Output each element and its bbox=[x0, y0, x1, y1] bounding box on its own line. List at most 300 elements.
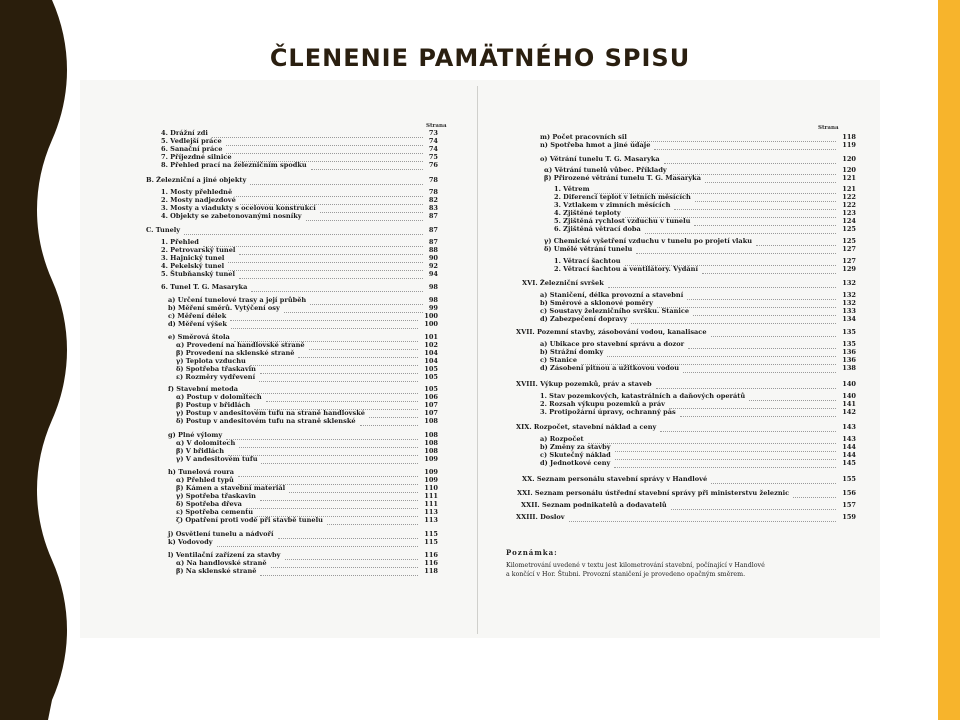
toc-entry bbox=[516, 328, 856, 336]
toc-entry bbox=[554, 193, 856, 201]
toc-entry-page: 120 bbox=[842, 155, 856, 163]
toc-entry-title: 6. Zjištěná větrací doba bbox=[554, 225, 641, 233]
toc-entry-title: XX. Seznam personálu stavební správy v Handlové bbox=[522, 475, 708, 483]
dot-leader bbox=[608, 279, 836, 288]
toc-entry-page: 78 bbox=[428, 176, 438, 184]
toc-entry-title: β) Na sklenské straně bbox=[176, 567, 257, 575]
toc-entry bbox=[554, 209, 856, 217]
dot-leader bbox=[569, 513, 836, 522]
toc-entry-page: 108 bbox=[424, 417, 438, 425]
toc-entry-page: 122 bbox=[842, 193, 856, 201]
toc-entry bbox=[540, 459, 856, 467]
toc-entry-page: 135 bbox=[842, 328, 856, 336]
toc-entry-page: 99 bbox=[428, 304, 438, 312]
toc-entry-title: δ) Postup v andesitovém tufu na straně sklenské bbox=[176, 417, 356, 425]
toc-entry-page: 87 bbox=[428, 212, 438, 220]
toc-entry bbox=[161, 246, 438, 254]
toc-entry-title: XVII. Pozemní stavby, zásobování vodou, kanalisace bbox=[516, 328, 707, 336]
toc-entry bbox=[540, 392, 856, 400]
toc-entry-page: 83 bbox=[428, 204, 438, 212]
toc-entry-page: 105 bbox=[424, 373, 438, 381]
toc-entry bbox=[540, 133, 856, 141]
toc-entry-title: l) Ventilační zařízení za stavby bbox=[168, 551, 281, 559]
toc-entry-title: β) V břidlách bbox=[176, 447, 224, 455]
toc-entry bbox=[540, 299, 856, 307]
toc-entry bbox=[146, 226, 438, 234]
toc-entry-title: α) Větrání tunelů vůbec. Příklady bbox=[544, 166, 667, 174]
toc-entry-page: 129 bbox=[842, 265, 856, 273]
toc-entry-title: β) Přirozené větrání tunelu T. G. Masaryka bbox=[544, 174, 701, 182]
toc-entry bbox=[540, 315, 856, 323]
toc-entry-page: 100 bbox=[424, 312, 438, 320]
toc-entry-page: 101 bbox=[424, 333, 438, 341]
toc-entry-title: β) Kámen a stavební materiál bbox=[176, 484, 286, 492]
toc-entry bbox=[540, 400, 856, 408]
toc-entry-page: 145 bbox=[842, 459, 856, 467]
toc-entry bbox=[176, 559, 438, 567]
document-page-right bbox=[480, 80, 880, 638]
dot-leader bbox=[614, 459, 836, 468]
toc-entry-page: 109 bbox=[424, 468, 438, 476]
toc-entry bbox=[540, 155, 856, 163]
toc-entry bbox=[540, 443, 856, 451]
toc-entry-title: δ) Spotřeba třaskavin bbox=[176, 365, 256, 373]
toc-entry-page: 132 bbox=[842, 291, 856, 299]
toc-entry bbox=[554, 201, 856, 209]
toc-entry bbox=[168, 312, 438, 320]
toc-entry-page: 92 bbox=[428, 262, 438, 270]
toc-entry-page: 105 bbox=[424, 385, 438, 393]
toc-entry-page: 87 bbox=[428, 238, 438, 246]
toc-entry bbox=[161, 204, 438, 212]
toc-entry-page: 108 bbox=[424, 439, 438, 447]
toc-entry bbox=[168, 551, 438, 559]
toc-entry-title: γ) Spotřeba třaskavin bbox=[176, 492, 256, 500]
dot-leader bbox=[702, 265, 836, 274]
toc-entry-page: 106 bbox=[424, 393, 438, 401]
toc-entry bbox=[540, 451, 856, 459]
toc-entry bbox=[521, 501, 856, 509]
toc-entry-title: 6. Tunel T. G. Masaryka bbox=[161, 283, 248, 291]
toc-entry-title: XXI. Seznam personálu ústřední stavební správy při ministerstvu železnic bbox=[517, 489, 790, 497]
dot-leader bbox=[259, 373, 418, 382]
toc-entry-title: d) Zabezpečení dopravy bbox=[540, 315, 628, 323]
toc-entry-title: δ) Umělé větrání tunelu bbox=[544, 245, 633, 253]
toc-entry bbox=[168, 468, 438, 476]
toc-entry-title: 2. Mosty nadjezdové bbox=[161, 196, 236, 204]
toc-entry-title: ζ) Opatření proti vodě při stavbě tunelu bbox=[176, 516, 323, 524]
page-column-header: Strana bbox=[818, 125, 839, 131]
note-line: a končící v Hor. Štubni. Provozní staničení je provedeno opačným směrem. bbox=[506, 571, 746, 578]
toc-entry-page: 155 bbox=[842, 475, 856, 483]
toc-entry-page: 115 bbox=[424, 530, 438, 538]
toc-entry bbox=[176, 417, 438, 425]
toc-entry-page: 98 bbox=[428, 283, 438, 291]
accent-bar bbox=[938, 0, 960, 720]
toc-entry bbox=[161, 161, 438, 169]
toc-entry-title: b) Směrové a sklonové poměry bbox=[540, 299, 653, 307]
toc-entry-page: 140 bbox=[842, 380, 856, 388]
toc-entry-title: a) Rozpočet bbox=[540, 435, 584, 443]
toc-entry-page: 144 bbox=[842, 443, 856, 451]
dot-leader bbox=[217, 538, 418, 547]
dot-leader bbox=[231, 320, 418, 329]
toc-entry bbox=[516, 380, 856, 388]
toc-entry-title: 3. Vztlakem v zimních měsících bbox=[554, 201, 671, 209]
toc-entry-title: n) Spotřeba hmot a jiné údaje bbox=[540, 141, 651, 149]
toc-entry bbox=[168, 538, 438, 546]
toc-entry-title: γ) Teplota vzduchu bbox=[176, 357, 246, 365]
toc-entry bbox=[168, 530, 438, 538]
toc-entry bbox=[554, 217, 856, 225]
toc-entry-page: 134 bbox=[842, 315, 856, 323]
toc-entry bbox=[161, 137, 438, 145]
toc-entry-title: c) Měření délek bbox=[168, 312, 227, 320]
toc-entry bbox=[161, 153, 438, 161]
toc-entry bbox=[161, 212, 438, 220]
toc-entry bbox=[161, 262, 438, 270]
dot-leader bbox=[327, 516, 418, 525]
toc-entry-title: m) Počet pracovních sil bbox=[540, 133, 627, 141]
toc-entry-title: β) Postup v břidlách bbox=[176, 401, 251, 409]
dot-leader bbox=[683, 364, 836, 373]
toc-entry-title: C. Tunely bbox=[146, 226, 181, 234]
toc-entry-page: 109 bbox=[424, 455, 438, 463]
toc-entry-page: 108 bbox=[424, 447, 438, 455]
toc-entry-title: a) Určení tunelové trasy a její průběh bbox=[168, 296, 307, 304]
toc-entry-page: 127 bbox=[842, 257, 856, 265]
dot-leader bbox=[660, 423, 836, 432]
toc-entry bbox=[146, 176, 438, 184]
toc-entry-page: 107 bbox=[424, 409, 438, 417]
toc-entry-title: b) Změny za stavby bbox=[540, 443, 611, 451]
toc-entry bbox=[168, 333, 438, 341]
toc-entry bbox=[176, 357, 438, 365]
toc-entry bbox=[168, 296, 438, 304]
toc-entry-title: XXII. Seznam podnikatelů a dodavatelů bbox=[521, 501, 667, 509]
dot-leader bbox=[360, 417, 418, 426]
toc-entry bbox=[544, 166, 856, 174]
toc-entry-title: h) Tunelová roura bbox=[168, 468, 235, 476]
toc-entry-page: 156 bbox=[842, 489, 856, 497]
toc-entry-page: 135 bbox=[842, 340, 856, 348]
toc-entry bbox=[522, 279, 856, 287]
dot-leader bbox=[306, 212, 423, 221]
toc-entry bbox=[176, 365, 438, 373]
toc-entry bbox=[544, 245, 856, 253]
slide-title: ČLENENIE PAMÄTNÉHO SPISU bbox=[269, 44, 691, 72]
toc-entry bbox=[540, 408, 856, 416]
toc-entry-title: 2. Rozsah výkupu pozemků a práv bbox=[540, 400, 665, 408]
toc-entry bbox=[161, 145, 438, 153]
dot-leader bbox=[671, 501, 836, 510]
toc-entry-page: 109 bbox=[424, 476, 438, 484]
dot-leader bbox=[705, 174, 836, 183]
toc-entry-title: 1. Mosty přehledně bbox=[161, 188, 233, 196]
toc-entry-page: 159 bbox=[842, 513, 856, 521]
dot-leader bbox=[636, 245, 836, 254]
toc-entry-title: c) Skutečný náklad bbox=[540, 451, 611, 459]
toc-entry bbox=[554, 257, 856, 265]
toc-entry-title: γ) Chemické vyšetření vzduchu v tunelu po projetí vlaku bbox=[544, 237, 753, 245]
toc-entry-title: a) Staničení, délka provozní a stavební bbox=[540, 291, 684, 299]
toc-entry bbox=[540, 291, 856, 299]
toc-entry-page: 138 bbox=[842, 364, 856, 372]
page-column-header: Strana bbox=[426, 123, 447, 129]
toc-entry bbox=[540, 435, 856, 443]
toc-entry bbox=[161, 238, 438, 246]
toc-entry-page: 74 bbox=[428, 137, 438, 145]
toc-entry bbox=[554, 225, 856, 233]
dot-leader bbox=[656, 380, 836, 389]
toc-entry-page: 136 bbox=[842, 356, 856, 364]
toc-entry-title: 1. Větrem bbox=[554, 185, 590, 193]
toc-entry-page: 127 bbox=[842, 245, 856, 253]
toc-entry bbox=[540, 340, 856, 348]
toc-entry-title: g) Plné výlomy bbox=[168, 431, 223, 439]
toc-entry-page: 110 bbox=[424, 484, 438, 492]
toc-entry-title: 5. Zjištěná rychlost vzduchu v tunelu bbox=[554, 217, 691, 225]
toc-entry bbox=[176, 492, 438, 500]
toc-entry-page: 73 bbox=[428, 129, 438, 137]
toc-entry-title: 3. Hajnický tunel bbox=[161, 254, 225, 262]
toc-entry-page: 76 bbox=[428, 161, 438, 169]
toc-entry-page: 100 bbox=[424, 320, 438, 328]
dot-leader bbox=[711, 475, 836, 484]
toc-entry-title: 4. Drážní zdi bbox=[161, 129, 208, 137]
toc-entry-title: 2. Petrovarský tunel bbox=[161, 246, 236, 254]
toc-entry-page: 120 bbox=[842, 166, 856, 174]
toc-entry-title: ε) Rozměry vydřevení bbox=[176, 373, 256, 381]
toc-entry-title: XIX. Rozpočet, stavební náklad a ceny bbox=[516, 423, 657, 431]
toc-entry-title: d) Jednotkové ceny bbox=[540, 459, 611, 467]
toc-entry-title: XVIII. Výkup pozemků, práv a staveb bbox=[516, 380, 652, 388]
toc-entry-title: δ) Spotřeba dřeva bbox=[176, 500, 242, 508]
note-line: Kilometrování uvedené v textu jest kilometrování stavební, počínající v Handlové bbox=[506, 562, 765, 569]
dot-leader bbox=[311, 161, 423, 170]
toc-entry bbox=[168, 431, 438, 439]
toc-entry bbox=[161, 188, 438, 196]
toc-entry bbox=[176, 500, 438, 508]
dot-leader bbox=[251, 283, 423, 292]
toc-entry bbox=[176, 508, 438, 516]
toc-entry bbox=[540, 348, 856, 356]
toc-entry bbox=[554, 265, 856, 273]
toc-entry bbox=[161, 196, 438, 204]
toc-entry-title: γ) Postup v andesitovém tufu na straně handlovské bbox=[176, 409, 365, 417]
toc-entry-title: k) Vodovody bbox=[168, 538, 213, 546]
toc-entry-title: 2. Diferencí teplot v letních měsících bbox=[554, 193, 691, 201]
toc-entry-title: a) Ubikace pro stavební správu a dozor bbox=[540, 340, 685, 348]
dot-leader bbox=[793, 489, 836, 498]
toc-entry-title: 5. Štubňanský tunel bbox=[161, 270, 235, 278]
dot-leader bbox=[260, 567, 418, 576]
toc-entry bbox=[176, 455, 438, 463]
toc-entry-title: d) Zásobení pitnou a užitkovou vodou bbox=[540, 364, 680, 372]
dot-leader bbox=[664, 155, 836, 164]
toc-entry-page: 141 bbox=[842, 400, 856, 408]
toc-entry-title: 2. Větrací šachtou a ventilátory. Vydání bbox=[554, 265, 698, 273]
toc-entry-title: o) Větrání tunelu T. G. Masaryka bbox=[540, 155, 660, 163]
toc-entry-page: 113 bbox=[424, 516, 438, 524]
toc-entry-page: 115 bbox=[424, 538, 438, 546]
toc-entry bbox=[540, 356, 856, 364]
toc-entry-title: 1. Přehled bbox=[161, 238, 199, 246]
toc-entry bbox=[161, 270, 438, 278]
toc-entry-title: 8. Přehled prací na železničním spodku bbox=[161, 161, 307, 169]
toc-entry-page: 121 bbox=[842, 185, 856, 193]
toc-entry-page: 105 bbox=[424, 365, 438, 373]
toc-entry bbox=[161, 254, 438, 262]
toc-entry bbox=[168, 320, 438, 328]
toc-entry bbox=[176, 349, 438, 357]
toc-entry-page: 118 bbox=[842, 133, 856, 141]
toc-entry-page: 140 bbox=[842, 392, 856, 400]
toc-entry bbox=[517, 489, 856, 497]
toc-entry bbox=[516, 423, 856, 431]
toc-entry bbox=[544, 174, 856, 182]
toc-entry-title: α) Postup v dolomitech bbox=[176, 393, 262, 401]
toc-entry-page: 75 bbox=[428, 153, 438, 161]
toc-entry-page: 113 bbox=[424, 508, 438, 516]
toc-entry-page: 136 bbox=[842, 348, 856, 356]
toc-entry-page: 143 bbox=[842, 423, 856, 431]
toc-entry bbox=[176, 476, 438, 484]
scanned-document bbox=[80, 80, 880, 638]
toc-entry-page: 90 bbox=[428, 254, 438, 262]
toc-entry bbox=[176, 439, 438, 447]
toc-entry-title: f) Stavební metoda bbox=[168, 385, 239, 393]
toc-entry bbox=[176, 401, 438, 409]
toc-entry-title: d) Měření výšek bbox=[168, 320, 227, 328]
toc-entry-page: 82 bbox=[428, 196, 438, 204]
page-gutter bbox=[477, 86, 478, 634]
toc-entry-page: 157 bbox=[842, 501, 856, 509]
toc-entry-page: 132 bbox=[842, 299, 856, 307]
toc-entry-page: 88 bbox=[428, 246, 438, 254]
toc-entry bbox=[554, 185, 856, 193]
toc-entry-page: 123 bbox=[842, 209, 856, 217]
toc-entry-title: c) Soustavy železničního svršku. Stanice bbox=[540, 307, 690, 315]
toc-entry-title: j) Osvětlení tunelu a nádvoří bbox=[168, 530, 274, 538]
dot-leader bbox=[239, 270, 423, 279]
dot-leader bbox=[654, 141, 836, 150]
toc-entry-page: 116 bbox=[424, 559, 438, 567]
toc-entry bbox=[544, 237, 856, 245]
toc-entry-title: α) Přehled typů bbox=[176, 476, 234, 484]
toc-entry-title: 3. Mosty a viadukty s ocelovou konstrukcí bbox=[161, 204, 316, 212]
toc-entry-title: 4. Pekelský tunel bbox=[161, 262, 225, 270]
toc-entry-title: α) V dolomitech bbox=[176, 439, 236, 447]
toc-entry-page: 124 bbox=[842, 217, 856, 225]
toc-entry-page: 118 bbox=[424, 567, 438, 575]
toc-entry-page: 133 bbox=[842, 307, 856, 315]
toc-entry bbox=[176, 516, 438, 524]
toc-entry-title: 4. Zjištěné teploty bbox=[554, 209, 621, 217]
toc-entry-page: 111 bbox=[424, 500, 438, 508]
toc-entry-title: 1. Větrací šachtou bbox=[554, 257, 621, 265]
toc-entry-page: 98 bbox=[428, 296, 438, 304]
toc-entry-title: β) Provedení na sklenské straně bbox=[176, 349, 295, 357]
toc-entry bbox=[176, 484, 438, 492]
toc-entry-page: 142 bbox=[842, 408, 856, 416]
toc-entry-title: e) Směrová štola bbox=[168, 333, 230, 341]
dot-leader bbox=[250, 176, 423, 185]
dot-leader bbox=[645, 225, 836, 234]
toc-entry bbox=[161, 129, 438, 137]
toc-entry-title: XVI. Železniční svršek bbox=[522, 279, 604, 287]
toc-entry-title: c) Stanice bbox=[540, 356, 578, 364]
toc-entry bbox=[176, 341, 438, 349]
toc-entry-page: 121 bbox=[842, 174, 856, 182]
toc-entry-page: 94 bbox=[428, 270, 438, 278]
toc-entry-title: 7. Příjezdné silnice bbox=[161, 153, 232, 161]
toc-entry-page: 143 bbox=[842, 435, 856, 443]
toc-entry-title: ε) Spotřeba cementu bbox=[176, 508, 254, 516]
toc-entry-page: 119 bbox=[842, 141, 856, 149]
toc-entry-page: 125 bbox=[842, 237, 856, 245]
toc-entry-title: XXIII. Doslov bbox=[516, 513, 565, 521]
toc-entry bbox=[522, 475, 856, 483]
toc-entry bbox=[176, 373, 438, 381]
toc-entry-title: 6. Sanační práce bbox=[161, 145, 223, 153]
toc-entry-page: 125 bbox=[842, 225, 856, 233]
toc-entry-title: 4. Objekty se zabetonovanými nosníky bbox=[161, 212, 302, 220]
toc-entry-page: 104 bbox=[424, 349, 438, 357]
toc-entry bbox=[540, 364, 856, 372]
toc-entry bbox=[168, 304, 438, 312]
toc-entry-page: 111 bbox=[424, 492, 438, 500]
toc-entry-title: γ) V andesitovém tufu bbox=[176, 455, 258, 463]
toc-entry-page: 87 bbox=[428, 226, 438, 234]
toc-entry-page: 116 bbox=[424, 551, 438, 559]
toc-entry bbox=[516, 513, 856, 521]
decorative-wave-band bbox=[0, 0, 80, 720]
dot-leader bbox=[680, 408, 836, 417]
toc-entry-title: b) Měření směrů. Vytýčení osy bbox=[168, 304, 280, 312]
toc-entry-title: B. Železniční a jiné objekty bbox=[146, 176, 247, 184]
toc-entry-title: α) Provedení na handlovské straně bbox=[176, 341, 305, 349]
toc-entry-page: 107 bbox=[424, 401, 438, 409]
toc-entry-title: α) Na handlovské straně bbox=[176, 559, 267, 567]
toc-entry-title: 3. Protipožární úpravy, ochranný pás bbox=[540, 408, 676, 416]
toc-entry-page: 108 bbox=[424, 431, 438, 439]
toc-entry bbox=[540, 307, 856, 315]
toc-entry bbox=[540, 141, 856, 149]
toc-entry-page: 122 bbox=[842, 201, 856, 209]
toc-entry-page: 102 bbox=[424, 341, 438, 349]
toc-entry-page: 132 bbox=[842, 279, 856, 287]
toc-entry bbox=[168, 385, 438, 393]
toc-entry bbox=[176, 447, 438, 455]
toc-entry-title: 5. Vedlejší práce bbox=[161, 137, 222, 145]
dot-leader bbox=[184, 226, 423, 235]
document-page-left bbox=[80, 80, 478, 638]
toc-entry-page: 104 bbox=[424, 357, 438, 365]
dot-leader bbox=[711, 328, 836, 337]
toc-entry bbox=[176, 567, 438, 575]
toc-entry bbox=[176, 393, 438, 401]
dot-leader bbox=[631, 315, 836, 324]
toc-entry-page: 144 bbox=[842, 451, 856, 459]
toc-entry-title: b) Strážní domky bbox=[540, 348, 604, 356]
toc-entry-title: 1. Stav pozemkových, katastrálních a daňových operátů bbox=[540, 392, 746, 400]
toc-entry-page: 74 bbox=[428, 145, 438, 153]
toc-entry bbox=[176, 409, 438, 417]
note-label: Poznámka: bbox=[506, 548, 558, 557]
toc-entry bbox=[161, 283, 438, 291]
dot-leader bbox=[261, 455, 418, 464]
